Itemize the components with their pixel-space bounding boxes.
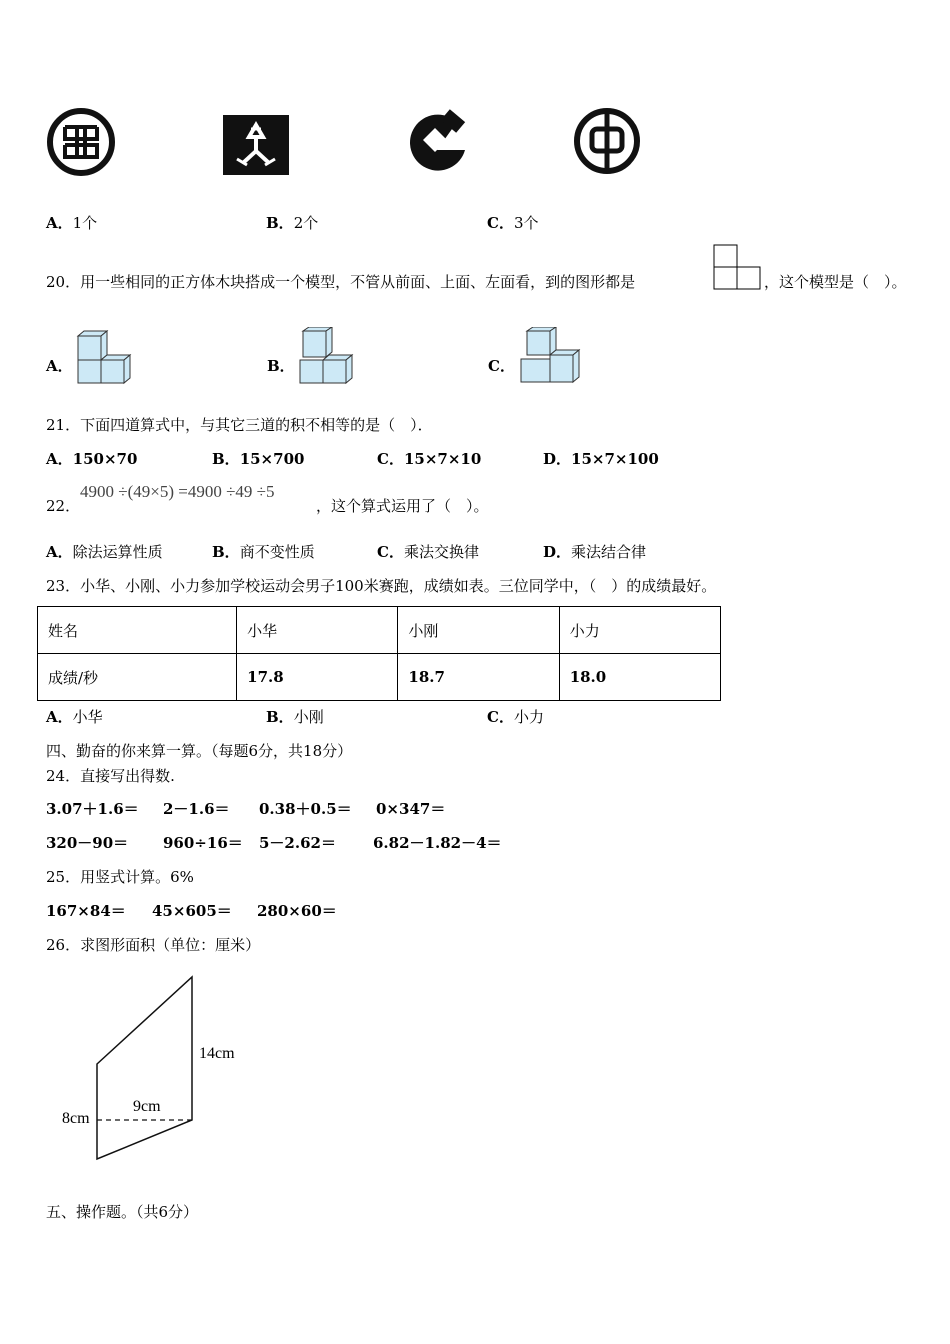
- q24-item: 2－1.6＝: [163, 800, 230, 818]
- q26-label-left: 8cm: [62, 1110, 90, 1127]
- q20-question-tail: ，这个模型是（ ）。: [764, 273, 907, 291]
- q20-cube-model-a: [72, 330, 132, 386]
- q25-question: 25．用竖式计算。6%: [46, 868, 194, 886]
- q26-question: 26．求图形面积（单位：厘米）: [46, 936, 261, 954]
- table-cell: 小华: [237, 607, 398, 654]
- q25-item: 167×84＝: [46, 902, 126, 920]
- q26-label-right: 14cm: [199, 1045, 235, 1062]
- q21-question: 21．下面四道算式中，与其它三道的积不相等的是（ ）．: [46, 416, 433, 434]
- q24-item: 320－90＝: [46, 834, 129, 852]
- q20-option-a[interactable]: A．: [46, 357, 73, 375]
- q24-item: 5－2.62＝: [259, 834, 336, 852]
- q20-option-b[interactable]: B．: [267, 357, 295, 375]
- q24-item: 0×347＝: [376, 800, 446, 818]
- cmb-logo: [401, 106, 473, 176]
- table-header-row: [38, 607, 721, 654]
- q22-option-a[interactable]: A．除法运算性质: [46, 543, 163, 561]
- table-cell: 小力: [559, 607, 720, 654]
- ccb-logo-square: [223, 115, 289, 175]
- q24-item: 960÷16＝: [163, 834, 243, 852]
- q23-option-c[interactable]: C．小力: [487, 708, 544, 726]
- q21-option-c[interactable]: C．15×7×10: [377, 450, 482, 468]
- q19-option-a[interactable]: A．1个: [46, 214, 98, 232]
- q19-option-c[interactable]: C．3个: [487, 214, 539, 232]
- q24-item: 6.82－1.82－4＝: [373, 834, 502, 852]
- q20-view-shape: [713, 244, 763, 291]
- q24-item: 0.38＋0.5＝: [259, 800, 352, 818]
- q21-option-b[interactable]: B．15×700: [212, 450, 305, 468]
- q22-option-b[interactable]: B．商不变性质: [212, 543, 315, 561]
- q20-cube-model-b: [294, 327, 354, 386]
- q23-score-table: [37, 606, 721, 701]
- q23-question: 23．小华、小刚、小力参加学校运动会男子100米赛跑，成绩如表。三位同学中，（ ）的成绩最好。: [46, 577, 717, 595]
- q21-option-a[interactable]: A．150×70: [46, 450, 138, 468]
- q23-option-b[interactable]: B．小刚: [266, 708, 324, 726]
- q25-item: 280×60＝: [257, 902, 337, 920]
- section-5-heading: 五、操作题。（共6分）: [46, 1203, 199, 1221]
- table-cell: 18.7: [398, 654, 559, 701]
- table-cell: 姓名: [38, 607, 237, 654]
- section-4-heading: 四、勤奋的你来算一算。（每题6分，共18分）: [46, 742, 353, 760]
- q20-question: 20．用一些相同的正方体木块搭成一个模型，不管从前面、上面、左面看，到的图形都是: [46, 273, 636, 291]
- q20-option-c[interactable]: C．: [488, 357, 515, 375]
- q26-trapezoid-figure: [60, 972, 260, 1167]
- q20-cube-model-c: [515, 327, 583, 386]
- q22-option-c[interactable]: C．乘法交换律: [377, 543, 479, 561]
- q24-item: 3.07＋1.6＝: [46, 800, 139, 818]
- table-cell: 成绩/秒: [38, 654, 237, 701]
- q21-option-d[interactable]: D．15×7×100: [543, 450, 659, 468]
- q22-question: ，这个算式运用了（ ）。: [316, 497, 489, 515]
- q22-number: 22．: [46, 497, 81, 515]
- table-cell: 小刚: [398, 607, 559, 654]
- table-cell: 17.8: [237, 654, 398, 701]
- boc-logo: [572, 106, 642, 176]
- q22-equation: 4900 ÷(49×5) =4900 ÷49 ÷5: [80, 482, 275, 501]
- q24-question: 24．直接写出得数.: [46, 767, 175, 785]
- q26-label-height: 9cm: [133, 1098, 161, 1115]
- table-row: [38, 654, 721, 701]
- q23-option-a[interactable]: A．小华: [46, 708, 103, 726]
- q19-option-b[interactable]: B．2个: [266, 214, 319, 232]
- table-cell: 18.0: [559, 654, 720, 701]
- q25-item: 45×605＝: [152, 902, 232, 920]
- icbc-logo: [45, 107, 117, 177]
- q22-option-d[interactable]: D．乘法结合律: [543, 543, 647, 561]
